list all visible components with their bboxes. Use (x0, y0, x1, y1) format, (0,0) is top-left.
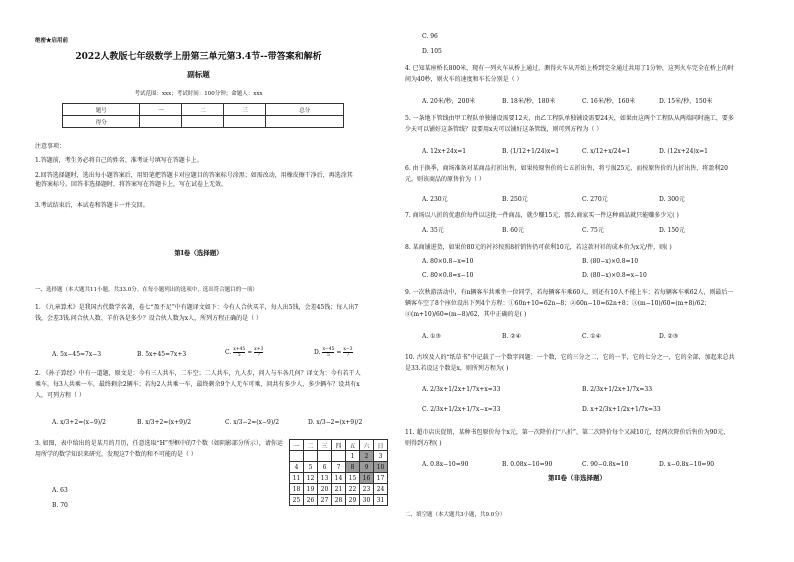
q10-option-d[interactable]: D. x+2/3x+1/2x+1/7x=33 (582, 406, 661, 413)
q2-option-d[interactable]: D. x/3−2=(x+9)/2 (308, 419, 363, 426)
q1-option-b[interactable]: B. 5x+45=7x+3 (137, 351, 187, 358)
question-9: 9. 一次秋游活动中，有n辆客车共乘坐一位同学，若每辆客车乘60人，则还有10人不能上车；若每辆客车乘62人，则最后一辆客车空了8个座位设出下列4个方程：①60n+10=62n−8；②60n−10=62n+8；③(m−10)/60=(m+8)/62；④(m+10)/60=(m−8)/62，其中正确的是( ) (405, 289, 734, 318)
q3-option-d[interactable]: D. 105 (422, 48, 442, 55)
q5-option-a[interactable]: A. 12x+24x=1 (422, 148, 467, 155)
q4-option-a[interactable]: A. 20米/秒，200米 (422, 98, 476, 105)
question-10: 10. 古埃及人的“纸草书”中记载了一个数字问题：一个数，它的三分之二，它的一半，它的七分之一，它的全部，加起来总共是33.若设这个数是x，则所列方程为( ) (405, 354, 735, 372)
question-7: 7. 商场以八折的优惠价每件以这批一件商品，就少赚15元，那么商家买一件这种商品就只能赚多少元( ) (405, 212, 679, 219)
question-1: 1. 《九章算术》是我国古代数学名著，卷七“盈不足”中有题译文如下：今有人合伙买羊，每人出5钱，会差45钱；每人出7钱，会差3钱.问合伙人数、羊价各是多少？设合伙人数为x人，所列方程正确的是（ ） (35, 304, 359, 322)
q5-option-d[interactable]: D. (12x+24)x=1 (659, 148, 709, 155)
calendar-cell (290, 451, 304, 462)
notes-item: 3.考试结束后，本试卷和答题卡一并交回。 (35, 202, 149, 209)
table-row (290, 451, 388, 462)
section-heading: 二、填空题（本大题共3小题，共9.0分） (405, 512, 506, 518)
calendar-header-cell: 三 (318, 440, 332, 451)
table-row (63, 104, 344, 116)
q4-option-b[interactable]: B. 18米/秒，180米 (502, 98, 556, 105)
q11-option-c[interactable]: C. 90−0.8x=10 (582, 461, 629, 468)
question-11: 11. 超市店庆促销，某种书包原价每个x元，第一次降价打“八折”，第二次降价每个又减10元，经两次降价后售价为90元，则得到方程( ) (405, 429, 730, 447)
calendar-header-cell: 五 (346, 440, 360, 451)
q1-option-a[interactable]: A. 5x−45=7x−3 (52, 351, 102, 358)
fraction-denominator: 7 (257, 353, 261, 358)
q2-option-c[interactable]: C. x/3−2=(x−9)/2 (225, 419, 280, 426)
question-2: 2. 《孙子算经》中有一道题，原文是：今有三人共车，二车空；二人共车，九人步，问人与车各几何？译文为：今有若干人乘车，每3人共乘一车，最终剩余2辆车；若每2人共乘一车，最终剩余9个人无车可乘，问共有多少人，多少辆车？设共有x人，可列方程（ ） (35, 370, 361, 399)
question-5: 5. 一条地下管线由甲工程队单独铺设需要12天，由乙工程队单独铺设需要24天，如果由这两个工程队从两端同时施工，要多少天可以铺好这条管线？设要用x天可以铺好这条管线，则可列方程为（ ） (405, 115, 734, 133)
score-cell: 三 (224, 104, 266, 116)
score-cell: 题号 (63, 104, 140, 116)
q1-option-d-prefix: D. (314, 349, 321, 356)
calendar-cell-shaded: 10 (374, 462, 388, 473)
q6-option-c[interactable]: C. 270元 (582, 196, 608, 203)
calendar-cell: 31 (374, 495, 388, 506)
q4-option-c[interactable]: C. 16米/秒，160米 (582, 98, 636, 105)
fraction (322, 347, 334, 358)
calendar-header-cell: 四 (332, 440, 346, 451)
calendar-cell: 4 (290, 462, 304, 473)
q4-option-d[interactable]: D. 15米/秒，150米 (659, 98, 713, 105)
q6-option-d[interactable]: D. 300元 (659, 196, 685, 203)
score-cell: 总分 (266, 104, 344, 116)
notes-item: 2.回答选择题时，选出每小题答案后，用铅笔把答题卡对应题目的答案标号涂黑；如需改动，用橡皮擦干净后，再选涂其他答案标号。回答非选择题时，将答案写在答题卡上，写在试卷上无效。 (35, 172, 353, 188)
q8-option-c[interactable]: C. 80×0.8=x−10 (422, 272, 474, 279)
calendar-cell: 6 (318, 462, 332, 473)
question-4: 4. 已知某座桥长800米，现有一列火车从桥上通过，测得火车从开始上桥到完全通过共用了1分钟，这列火车完全在桥上的时间为40秒，则火车的速度和车长分别是（ ） (405, 65, 734, 83)
fraction-denominator: 7 (346, 353, 350, 358)
score-cell (140, 116, 182, 128)
question-6: 6. 由于换季，商场准备对某商品打折出售，如果按原售价的七五折出售，将亏损25元，而按原售价的九折出售，将盈利20元，则该商品的原售价为（ ） (405, 165, 728, 183)
calendar-cell (318, 451, 332, 462)
calendar-cell: 25 (290, 495, 304, 506)
calendar-cell: 17 (374, 473, 388, 484)
table-row (290, 462, 388, 473)
fraction-denominator: 5 (327, 353, 330, 358)
score-cell (182, 116, 224, 128)
table-row (290, 440, 388, 451)
q1-option-c[interactable] (225, 347, 263, 358)
calendar-cell-shaded: 8 (346, 462, 360, 473)
table-row (290, 495, 388, 506)
calendar-cell: 5 (304, 462, 318, 473)
calendar-cell: 13 (318, 473, 332, 484)
q11-option-a[interactable]: A. 0.8x−10=90 (422, 461, 469, 468)
section-heading: 一、选择题（本大题共11小题，共33.0分。在每小题列出的选项中，选出符合题目的一项） (35, 287, 258, 293)
calendar-cell: 18 (290, 484, 304, 495)
fraction-numerator: x−3 (343, 347, 353, 352)
calendar-cell: 12 (304, 473, 318, 484)
calendar-cell: 21 (332, 484, 346, 495)
calendar-cell: 14 (332, 473, 346, 484)
q1-option-d[interactable] (314, 347, 353, 358)
calendar-cell: 29 (346, 495, 360, 506)
q3-option-c[interactable]: C. 96 (422, 33, 438, 40)
calendar-cell-shaded: 9 (360, 462, 374, 473)
right-page (397, 0, 794, 562)
part2-title: 第II卷（非选择题） (547, 474, 607, 482)
calendar-cell (332, 451, 346, 462)
q11-option-d[interactable]: D. x−0.8x−10=90 (659, 461, 715, 468)
equals-sign: = (247, 349, 253, 356)
calendar-header-cell: 二 (304, 440, 318, 451)
notes-item: 1.答题前，考生务必将自己的姓名、准考证号填写在答题卡上。 (35, 157, 203, 164)
calendar-cell: 20 (318, 484, 332, 495)
notes-title: 注意事项： (35, 143, 66, 150)
score-cell: 一 (140, 104, 182, 116)
q9-option-d[interactable]: D. ②③ (659, 333, 679, 340)
calendar-cell: 22 (346, 484, 360, 495)
calendar-cell: 24 (374, 484, 388, 495)
q1-option-c-prefix: C. (225, 349, 232, 356)
table-row (290, 473, 388, 484)
calendar-cell: 27 (318, 495, 332, 506)
calendar-cell: 3 (374, 451, 388, 462)
page-title: 2022人教版七年级数学上册第三单元第3.4节--带答案和解析 (75, 52, 322, 62)
question-8: 8. 某商铺进货，如果价80元的衬衫按照8折销售仍可获利10元，若这款衬衫的成本价为x元/件，则( ) (405, 244, 672, 251)
q7-option-b[interactable]: B. 60元 (502, 227, 524, 234)
q6-option-a[interactable]: A. 230元 (422, 196, 448, 203)
calendar-cell: 23 (360, 484, 374, 495)
page-subtitle: 副标题 (187, 70, 210, 79)
q5-option-b[interactable]: B. (1/12+1/24)x=1 (502, 148, 560, 155)
q9-option-c[interactable]: C. ①④ (582, 333, 601, 340)
q7-option-c[interactable]: C. 75元 (582, 227, 604, 234)
q11-option-b[interactable]: B. 0.08x−10=90 (502, 461, 553, 468)
q8-option-b[interactable]: B. (80−x)×0.8=10 (582, 258, 639, 265)
fraction (233, 347, 245, 358)
calendar-header-cell: 日 (374, 440, 388, 451)
fraction-numerator: x+45 (233, 347, 246, 352)
fraction-numerator: x−45 (322, 347, 335, 352)
calendar-header-cell: 一 (290, 440, 304, 451)
q10-option-a[interactable]: A. 2/3x+1/2x+1/7x+x=33 (422, 386, 501, 393)
calendar-cell: 26 (304, 495, 318, 506)
q7-option-d[interactable]: D. 150元 (659, 227, 685, 234)
q2-option-a[interactable]: A. x/3+2=(x−9)/2 (52, 419, 106, 426)
score-cell: 二 (182, 104, 224, 116)
q8-option-d[interactable]: D. (80−x)×0.8=x−10 (582, 272, 647, 279)
score-table (62, 103, 344, 128)
q3-option-a[interactable]: A. 63 (52, 487, 68, 494)
score-cell: 得分 (63, 116, 140, 128)
calendar-cell: 30 (360, 495, 374, 506)
table-row (290, 484, 388, 495)
secret-label: 绝密★启用前 (35, 38, 69, 44)
q9-option-b[interactable]: B. ②④ (502, 333, 521, 340)
q6-option-b[interactable]: B. 250元 (502, 196, 528, 203)
score-cell (266, 116, 344, 128)
fraction-denominator: 5 (237, 353, 241, 358)
equals-sign: = (336, 349, 342, 356)
calendar-cell: 1 (346, 451, 360, 462)
q10-option-b[interactable]: B. 2/3x+1/2x+1/7x=33 (582, 386, 653, 393)
q10-option-c[interactable]: C. 2/3x+1/2x+1/7x−x=33 (422, 406, 501, 413)
q9-option-a[interactable]: A. ①③ (422, 333, 441, 340)
exam-info: 考试范围：xxx；考试时间：100分钟；命题人：xxx (134, 91, 263, 97)
calendar-cell (304, 451, 318, 462)
fraction-numerator: x+3 (254, 347, 264, 352)
q5-option-c[interactable]: C. x/12+x/24=1 (582, 148, 631, 155)
calendar-cell: 15 (346, 473, 360, 484)
calendar-header-cell: 六 (360, 440, 374, 451)
q3-option-b[interactable]: B. 70 (52, 502, 68, 509)
calendar-cell-shaded: 2 (360, 451, 374, 462)
calendar-cell: 28 (332, 495, 346, 506)
score-cell (224, 116, 266, 128)
fraction (343, 347, 352, 358)
calendar-table (289, 439, 388, 506)
calendar-cell-shaded: 16 (360, 473, 374, 484)
q7-option-a[interactable]: A. 35元 (422, 227, 444, 234)
part1-title: 第I卷（选择题） (174, 249, 223, 257)
calendar-cell: 7 (332, 462, 346, 473)
calendar-cell: 11 (290, 473, 304, 484)
q2-option-b[interactable]: B. x/3+2=(x+9)/2 (137, 419, 192, 426)
fraction (254, 347, 263, 358)
q8-option-a[interactable]: A. 80×0.8−x=10 (422, 258, 474, 265)
calendar-cell: 19 (304, 484, 318, 495)
question-3: 3. 如图，表中给出的是某月的月历，任意选取“H”型框中的7个数（如阴影部分所示），请你运用所学的数学知识来研究，发现这7个数的和不可能的是（ ） (35, 440, 283, 458)
table-row (63, 116, 344, 128)
